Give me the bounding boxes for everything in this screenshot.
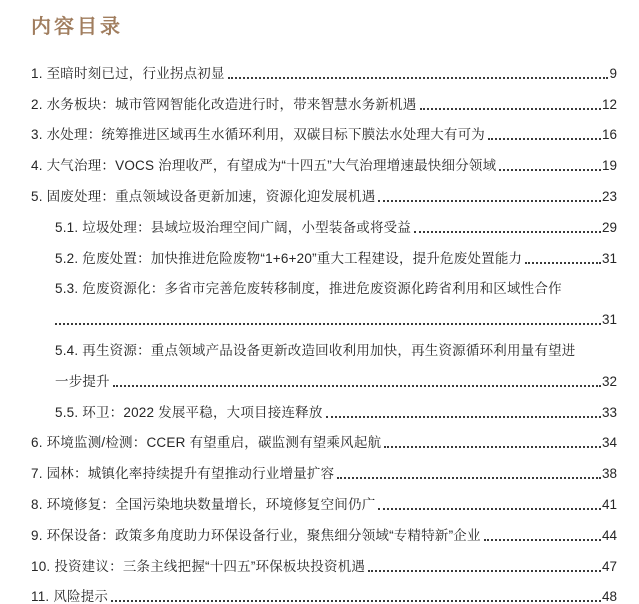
toc-entry-page: 48	[601, 589, 617, 604]
toc-list	[31, 52, 617, 604]
dot-leader-line	[414, 231, 601, 233]
toc-row[interactable]	[31, 514, 617, 545]
toc-entry-page: 34	[601, 435, 617, 451]
dot-leader-line	[384, 446, 601, 448]
dot-leader-line	[337, 477, 601, 479]
toc-row[interactable]	[31, 360, 617, 391]
dot-leader-line	[326, 416, 601, 418]
toc-row[interactable]	[31, 391, 617, 422]
dot-leader-line	[420, 108, 601, 110]
toc-entry-text: 8. 环境修复：全国污染地块数量增长，环境修复空间仍广	[31, 496, 376, 512]
toc-entry-page: 29	[601, 219, 617, 235]
toc-entry-page: 38	[601, 466, 617, 482]
dot-leader-line	[113, 385, 601, 387]
toc-entry-text: 10. 投资建议：三条主线把握“十四五”环保板块投资机遇	[31, 558, 366, 574]
toc-entry-text: 4. 大气治理：VOCS 治理收严，有望成为“十四五”大气治理增速最快细分领域	[31, 158, 497, 174]
toc-entry-text: 1. 至暗时刻已过，行业拐点初显	[31, 65, 225, 81]
toc-entry-text: 9. 环保设备：政策多角度助力环保设备行业，聚焦细分领域“专精特新”企业	[31, 527, 481, 543]
toc-entry-text: 一步提升	[55, 373, 110, 389]
toc-row[interactable]	[31, 576, 617, 604]
toc-entry-text: 3. 水处理：统筹推进区域再生水循环利用，双碳目标下膜法水处理大有可为	[31, 127, 486, 143]
toc-entry-text: 6. 环境监测/检测：CCER 有望重启，碳监测有望乘风起航	[31, 435, 382, 451]
toc-entry-page: 47	[601, 558, 617, 574]
dot-leader-line	[111, 600, 601, 602]
toc-entry-text: 7. 园林：城镇化率持续提升有望推动行业增量扩容	[31, 466, 335, 482]
toc-row[interactable]	[31, 114, 617, 145]
toc-entry-text: 5.4. 再生资源：重点领域产品设备更新改造回收利用加快，再生资源循环利用量有望进	[55, 342, 576, 358]
toc-entry-page: 41	[601, 496, 617, 512]
toc-row[interactable]	[31, 206, 617, 237]
toc-entry-page: 12	[601, 96, 617, 112]
toc-entry-page: 31	[601, 312, 617, 328]
toc-entry-text: 5.2. 危废处置：加快推进危险废物“1+6+20”重大工程建设，提升危废处置能力	[55, 250, 523, 266]
toc-entry-page: 33	[601, 404, 617, 420]
toc-row[interactable]	[31, 175, 617, 206]
toc-row[interactable]	[31, 452, 617, 483]
toc-row[interactable]	[31, 237, 617, 268]
dot-leader-line	[484, 539, 601, 541]
dot-leader-line	[228, 77, 609, 79]
toc-entry-text: 5.3. 危废资源化：多省市完善危废转移制度，推进危废资源化跨省利用和区域性合作	[55, 281, 562, 297]
toc-entry-page: 16	[601, 127, 617, 143]
toc-row[interactable]	[31, 422, 617, 453]
toc-row[interactable]	[31, 83, 617, 114]
toc-entry-text: 5.1. 垃圾处理：县域垃圾治理空间广阔，小型装备或将受益	[55, 219, 412, 235]
toc-row[interactable]	[31, 329, 617, 360]
toc-entry-text: 5. 固废处理：重点领域设备更新加速，资源化迎发展机遇	[31, 188, 376, 204]
toc-entry-page: 9	[609, 65, 617, 81]
toc-row[interactable]	[31, 545, 617, 576]
dot-leader-line	[378, 200, 601, 202]
dot-leader-line	[525, 262, 601, 264]
dot-leader-line	[378, 508, 601, 510]
toc-title: 内容目录	[31, 16, 123, 38]
toc-entry-text: 2. 水务板块：城市管网智能化改造进行时，带来智慧水务新机遇	[31, 96, 417, 112]
dot-leader-line	[368, 570, 601, 572]
toc-entry-page: 19	[601, 158, 617, 174]
toc-row[interactable]	[31, 52, 617, 83]
toc-row[interactable]	[31, 144, 617, 175]
toc-row[interactable]	[31, 483, 617, 514]
toc-entry-page: 23	[601, 188, 617, 204]
toc-entry-page: 32	[601, 373, 617, 389]
toc-entry-text: 11. 风险提示	[31, 589, 109, 604]
toc-row[interactable]	[31, 298, 617, 329]
toc-row[interactable]	[31, 268, 617, 299]
dot-leader-line	[55, 323, 601, 325]
toc-entry-page: 44	[601, 527, 617, 543]
toc-entry-text: 5.5. 环卫：2022 发展平稳，大项目接连释放	[55, 404, 323, 420]
dot-leader-line	[488, 138, 601, 140]
dot-leader-line	[499, 169, 601, 171]
toc-entry-page: 31	[601, 250, 617, 266]
